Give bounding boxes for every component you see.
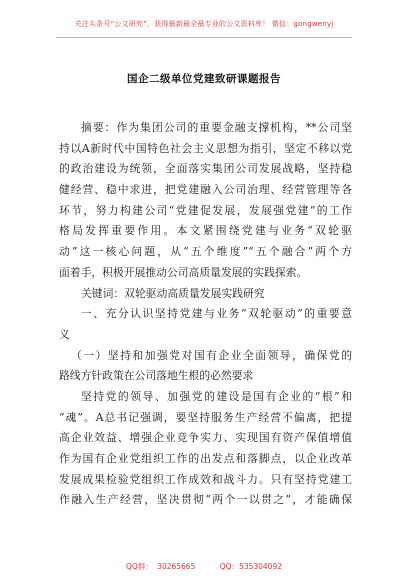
- header-banner: 关注头条号“公文研究”，获得最新最全最专业的公文资料库！ 微信：gongwenyj: [74, 20, 334, 28]
- footer-contacts: [0, 561, 408, 572]
- paragraph-line: 动”这一核心问题，从“五个维度”“五个融合”两个方: [59, 245, 352, 259]
- paragraph-line: 健经营、稳中求进，把党建融入公司治理、经营管理等各: [59, 183, 352, 197]
- section-heading: 一、充分认识坚持党建与业务“双轮驱动”的重要意: [81, 307, 352, 321]
- paragraph-line: 的政治建设为统领，全面落实集团公司发展战略，坚持稳: [59, 162, 352, 176]
- paragraph-line: 高企业效益、增强企业竞争实力、实现国有资产保值增值: [59, 431, 352, 445]
- paragraph-line: 坚持党的领导、加强党的建设是国有企业的“根”和: [81, 389, 352, 403]
- paragraph-line: 发展成果检验党组织工作成效和战斗力。只有坚持党建工: [59, 472, 352, 486]
- footer-qq: QQ：535304092: [219, 562, 283, 571]
- paragraph-line: 作融入生产经营，坚决贯彻“两个一以贯之”，才能确保: [59, 493, 352, 507]
- subsection-heading: 路线方针政策在公司落地生根的必然要求: [59, 369, 254, 383]
- keywords-line: 关键词：双轮驱动高质量发展实践研究: [81, 286, 265, 300]
- paragraph-line: 面着手，积极开展推动公司高质量发展的实践探索。: [59, 265, 308, 279]
- paragraph-line: 持以A新时代中国特色社会主义思想为指引，坚定不移以党: [59, 141, 352, 155]
- paragraph-line: 作为国有企业党组织工作的出发点和落脚点，以企业改革: [59, 452, 352, 465]
- document-body: [59, 118, 352, 511]
- paragraph-line: 环节，努力构建公司“党建促发展，发展强党建”的工作: [59, 203, 352, 217]
- subsection-heading: （一）坚持和加强党对国有企业全面领导，确保党的: [71, 348, 352, 362]
- paragraph-line: “魂”。A总书记强调，要坚持服务生产经营不偏离，把提: [59, 410, 352, 424]
- section-heading: 义: [59, 327, 70, 341]
- paragraph-line: 摘要：作为集团公司的重要金融支撑机构，**公司坚: [81, 121, 352, 134]
- header-divider: [56, 37, 352, 38]
- document-title: 国企二级单位党建致研课题报告: [127, 73, 281, 85]
- footer-qq-group: QQ群： 30265665: [125, 562, 196, 571]
- paragraph-line: 格局发挥重要作用。本文紧围绕党建与业务“双轮驱: [59, 224, 352, 238]
